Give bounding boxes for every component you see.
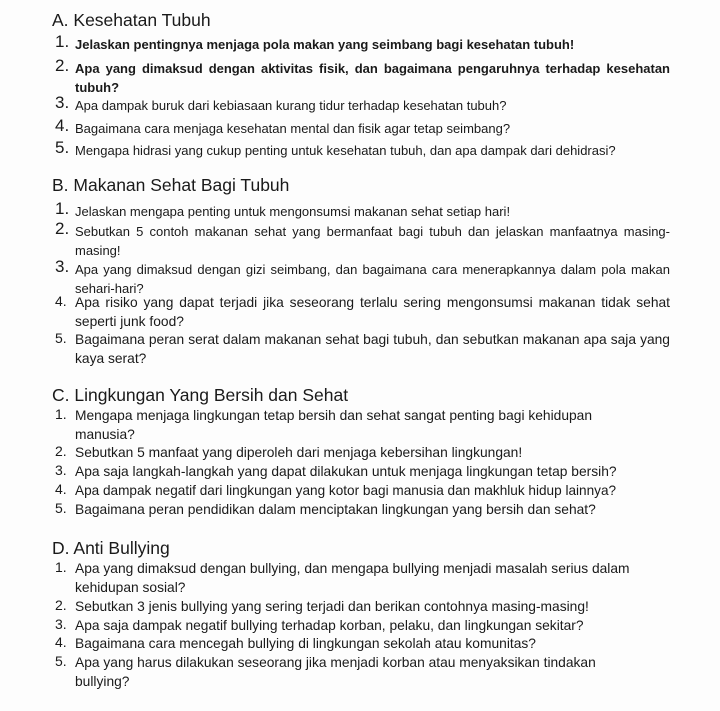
question-text: Apa risiko yang dapat terjadi jika seseorang terlalu sering mengonsumsi makanan tidak sehat seperti junk food?	[75, 295, 670, 329]
question-text: Jelaskan pentingnya menjaga pola makan yang seimbang bagi kesehatan tubuh!	[75, 37, 575, 52]
question-text: Sebutkan 5 contoh makanan sehat yang bermanfaat bagi tubuh dan jelaskan manfaatnya masing-masing!	[75, 224, 670, 258]
question-number: 2.	[55, 597, 67, 613]
question-number: 2.	[55, 443, 67, 459]
question-text: Bagaimana peran serat dalam makanan sehat bagi tubuh, dan sebutkan makanan apa saja yang kaya serat?	[75, 332, 670, 366]
question-text: Sebutkan 5 manfaat yang diperoleh dari menjaga kebersihan lingkungan!	[75, 445, 523, 460]
section-title: C. Lingkungan Yang Bersih dan Sehat	[52, 385, 349, 405]
question-number: 3.	[55, 616, 67, 632]
question-text: Apa yang harus dilakukan seseorang jika menjadi korban atau menyaksikan tindakan bullying?	[75, 655, 596, 689]
question-number: 4.	[55, 634, 67, 650]
question-text: Bagaimana cara mencegah bullying di lingkungan sekolah atau komunitas?	[75, 636, 536, 651]
question-number: 3.	[55, 93, 70, 112]
section-title: B. Makanan Sehat Bagi Tubuh	[52, 175, 290, 195]
question-text: Apa dampak negatif dari lingkungan yang kotor bagi manusia dan makhluk hidup lainnya?	[75, 483, 617, 498]
question-number: 5.	[55, 330, 67, 346]
question-text: Bagaimana cara menjaga kesehatan mental dan fisik agar tetap seimbang?	[75, 121, 511, 136]
question-number: 4.	[55, 481, 67, 497]
question-number: 1.	[55, 199, 70, 218]
question-number: 5.	[55, 138, 70, 157]
section-title: D. Anti Bullying	[52, 538, 170, 558]
question-text: Apa saja dampak negatif bullying terhadap korban, pelaku, dan lingkungan sekitar?	[75, 618, 584, 633]
question-text: Mengapa hidrasi yang cukup penting untuk kesehatan tubuh, dan apa dampak dari dehidrasi?	[75, 143, 616, 158]
question-number: 3.	[55, 257, 70, 276]
question-text: Mengapa menjaga lingkungan tetap bersih dan sehat sangat penting bagi kehidupan manusia?	[75, 408, 593, 442]
question-text: Apa yang dimaksud dengan bullying, dan mengapa bullying menjadi masalah serius dalam kehidupan sosial?	[75, 561, 630, 595]
question-number: 5.	[55, 653, 67, 669]
question-text: Apa saja langkah-langkah yang dapat dilakukan untuk menjaga lingkungan tetap bersih?	[75, 464, 617, 479]
question-text: Jelaskan mengapa penting untuk mengonsumsi makanan sehat setiap hari!	[75, 204, 511, 219]
question-number: 2.	[55, 56, 70, 75]
question-text: Sebutkan 3 jenis bullying yang sering terjadi dan berikan contohnya masing-masing!	[75, 599, 589, 614]
question-text: Bagaimana peran pendidikan dalam menciptakan lingkungan yang bersih dan sehat?	[75, 502, 596, 517]
question-number: 2.	[55, 219, 70, 238]
question-number: 1.	[55, 406, 67, 422]
question-number: 1.	[55, 32, 70, 51]
question-text: Apa dampak buruk dari kebiasaan kurang tidur terhadap kesehatan tubuh?	[75, 98, 507, 113]
question-number: 4.	[55, 293, 67, 309]
question-text: Apa yang dimaksud dengan aktivitas fisik, dan bagaimana pengaruhnya terhadap kesehatan tubuh?	[75, 61, 670, 95]
question-number: 3.	[55, 462, 67, 478]
question-number: 4.	[55, 116, 70, 135]
question-text: Apa yang dimaksud dengan gizi seimbang, dan bagaimana cara menerapkannya dalam pola makan sehari-hari?	[75, 262, 670, 296]
question-number: 5.	[55, 500, 67, 516]
question-number: 1.	[55, 559, 67, 575]
section-title: A. Kesehatan Tubuh	[52, 10, 211, 30]
